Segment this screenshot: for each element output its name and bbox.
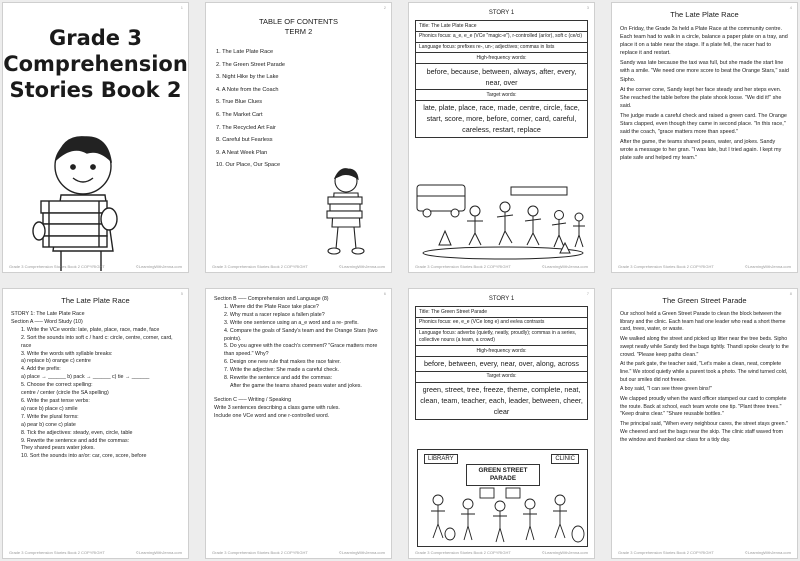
worksheet-line: 2. Sort the sounds into soft c / hard c: circle, centre, corner, card, race: [21, 334, 173, 349]
worksheet-page: [2, 288, 189, 559]
parade-crowd-drawing: [418, 486, 587, 546]
toc-title-line: TABLE OF CONTENTS: [258, 17, 339, 26]
toc-item[interactable]: 6. The Market Cart: [216, 111, 263, 118]
worksheet-line: Write 3 sentences describing a class game with rules.: [214, 404, 340, 411]
phonics-focus: Phonics focus: a_e, e_e (VCe "magic-e"), r-controlled (ar/or), soft c (ce/ci): [416, 32, 587, 43]
worksheet-line: Section B —– Comprehension and Language (8): [214, 296, 329, 302]
worksheet-line: 8. Rewrite the sentence and add the commas:: [224, 375, 333, 382]
cover-title-line: Grade 3: [49, 26, 142, 50]
page-footer: [212, 550, 385, 555]
story-title: Title: The Late Plate Race: [416, 21, 587, 32]
footer-left: Grade 3 Comprehension Stories Book 2 COPYRIGHT: [9, 264, 105, 269]
page-footer: [212, 264, 385, 269]
story-body: [620, 311, 789, 444]
footer-left: Grade 3 Comprehension Stories Book 2 COPYRIGHT: [618, 550, 714, 555]
story-paragraph: The judge made a careful check and raised a green card. The Orange Stars clapped, even though they came in second place. "In this race," said the coach, "grace matters more than speed.": [620, 112, 787, 136]
footer-left: Grade 3 Comprehension Stories Book 2 COPYRIGHT: [212, 264, 308, 269]
worksheet-line: 3. Write the words with syllable breaks:: [21, 350, 113, 357]
story-overview-page: [408, 288, 595, 559]
worksheet-line: 4. Compare the goals of Sandy's team and the Orange Stars (two points).: [224, 327, 378, 342]
toc-title-line: TERM 2: [284, 27, 313, 36]
story-paragraph: Our school held a Green Street Parade to clean the block between the library and the clinic. Each team had one leader who read a short theme card, trees, water, or waste.: [620, 311, 786, 333]
language-focus: Language focus: adverbs (quietly, neatly, proudly); commas in a series, collective nouns (a team, a crowd): [416, 329, 587, 347]
worksheet-line: centre / center (circle the SA spelling): [21, 390, 109, 397]
footer-right: ©LearningWithJenna.com: [744, 550, 791, 555]
worksheet-line: 1. Write the VCe words: late, plate, place, race, made, face: [21, 326, 160, 333]
cover-title-line: Comprehension: [3, 52, 188, 76]
worksheet-line: a) place → ______ b) pack → ______ c) tie → ______: [21, 374, 150, 381]
toc-item[interactable]: 4. A Note from the Coach: [216, 86, 279, 93]
worksheet-line: 2. Why must a racer replace a fallen plate?: [224, 311, 325, 318]
toc-title: [206, 17, 391, 37]
worksheet-line: Section C —– Writing / Speaking: [214, 396, 292, 403]
story-label: STORY 1: [488, 10, 515, 16]
story-info-table: [415, 20, 588, 138]
story-paragraph: After the game, the teams shared pears, water, and jokes. Sandy wrote a message to her gran. "I was late, but I tried again. I kept my plate safe and helped my team.": [620, 139, 782, 162]
worksheet-line: After the game the teams shared pears water and jokes.: [230, 382, 362, 389]
parade-illustration: [417, 449, 588, 547]
footer-right: ©LearningWithJenna.com: [744, 264, 791, 269]
worksheet-line: STORY 1: The Late Plate Race: [11, 311, 85, 317]
worksheet-line: a) replace b) orange c) centre: [21, 358, 91, 365]
toc-item[interactable]: 2. The Green Street Parade: [216, 61, 285, 68]
phonics-focus: Phonics focus: ee, e_e (VCe long e) and ee/ea contrasts: [416, 318, 587, 329]
story-title: Title: The Green Street Parade: [416, 307, 587, 318]
boy-reading-illustration: [314, 165, 384, 255]
section-b-c: [214, 296, 383, 421]
toc-item[interactable]: 3. Night Hike by the Lake: [216, 74, 279, 81]
worksheet-heading: The Late Plate Race: [61, 296, 130, 305]
target-words: green, street, tree, freeze, theme, complete, neat, clean, team, teacher, each, leader, between, cheer, clear: [420, 385, 583, 417]
worksheet-line: 1. Where did the Plate Race take place?: [224, 303, 319, 310]
target-words: late, plate, place, race, made, centre, circle, face, start, score, more, before, corner, card, careful, careless, restart, replace: [423, 103, 580, 135]
page-number: 4: [789, 5, 792, 10]
toc-item[interactable]: 10. Our Place, Our Space: [216, 162, 281, 169]
story-label: STORY 1: [488, 296, 515, 302]
target-words-label: Target words:: [416, 372, 587, 383]
footer-left: Grade 3 Comprehension Stories Book 2 COPYRIGHT: [415, 550, 511, 555]
cover-page: [2, 2, 189, 273]
page-footer: [618, 264, 791, 269]
story-heading: The Green Street Parade: [662, 296, 747, 305]
toc-item[interactable]: 8. Careful but Fearless: [216, 137, 273, 144]
worksheet-line: 7. Write the plural forms:: [21, 413, 79, 420]
story-paragraph: We walked along the street and picked up litter near the tree beds. Sipho swept neatly while Sandy tied the bags tightly. Thandi spoke clearly to the crowd. "Please keep paths clean.": [620, 336, 789, 358]
parade-banner: [466, 464, 540, 486]
worksheet-line: 4. Add the prefix:: [21, 366, 61, 373]
story-paragraph: On Friday, the Grade 3s held a Plate Race at the community centre. Each team had to walk in a circle, balance a paper plate on a tray, and place it on a table near the stage. If a plate fell, the racer had to replace it and restart.: [620, 26, 788, 57]
worksheet-line: 6. Design one new rule that makes the race fairer.: [224, 359, 341, 366]
footer-right: ©LearningWithJenna.com: [135, 550, 182, 555]
footer-left: Grade 3 Comprehension Stories Book 2 COPYRIGHT: [9, 550, 105, 555]
page-footer: [618, 550, 791, 555]
race-illustration: [415, 181, 590, 261]
page-number: 8: [789, 291, 792, 296]
cover-title: [3, 25, 188, 103]
page-footer: [415, 264, 588, 269]
worksheet-line: 9. Rewrite the sentence and add the commas:: [21, 437, 130, 444]
worksheet-line: 10. Sort the sounds into ar/or: car, core, score, before: [21, 453, 147, 460]
footer-right: ©LearningWithJenna.com: [541, 264, 588, 269]
target-words-label: Target words:: [416, 90, 587, 101]
page-number: 5: [180, 291, 183, 296]
hf-words-label: High-frequency words:: [416, 346, 587, 357]
toc-list: [216, 49, 391, 168]
banner-line: GREEN STREET: [478, 467, 528, 474]
toc-item[interactable]: 1. The Late Plate Race: [216, 49, 274, 55]
page-footer: [9, 550, 182, 555]
page-number: 3: [586, 5, 589, 10]
hf-words-label: High-frequency words:: [416, 53, 587, 64]
cover-title-line: Stories Book 2: [9, 78, 182, 102]
footer-left: Grade 3 Comprehension Stories Book 2 COPYRIGHT: [618, 264, 714, 269]
story-overview-page: [408, 2, 595, 273]
language-focus: Language focus: prefixes re-, un-; adjectives; commas in lists: [416, 43, 587, 54]
worksheet-line: a) pear b) cone c) plate: [21, 421, 76, 428]
footer-right: ©LearningWithJenna.com: [541, 550, 588, 555]
worksheet-line: Include one VCe word and one r-controlled word.: [214, 412, 330, 419]
worksheet-line: Section A —– Word Study (10): [11, 318, 83, 325]
worksheet-page: [205, 288, 392, 559]
story-text-page: [611, 288, 798, 559]
worksheet-line: 8. Tick the adjectives: steady, even, circle, table: [21, 429, 133, 436]
story-paragraph: A boy said, "I can see three green bins!": [620, 386, 712, 393]
story-info-table: [415, 306, 588, 420]
footer-right: ©LearningWithJenna.com: [135, 264, 182, 269]
footer-left: Grade 3 Comprehension Stories Book 2 COPYRIGHT: [212, 550, 308, 555]
page-footer: [9, 264, 182, 269]
page-footer: [415, 550, 588, 555]
section-a: [11, 311, 180, 461]
story-paragraph: At the corner cone, Sandy kept her face steady and her steps even. She reached the table before the plate shook loose. "We did it!" she said.: [620, 86, 782, 109]
banner-line: PARADE: [489, 475, 517, 482]
story-body: [620, 25, 789, 163]
story-paragraph: The principal said, "When every neighbour cares, the street stays green." We cheered and set the bags near the skip. The clinic staff waved from the window and thanked our class for a tidy day.: [620, 421, 788, 443]
clinic-sign: CLINIC: [551, 454, 579, 464]
worksheet-line: They shared pears water jokes.: [21, 445, 95, 452]
library-sign: LIBRARY: [424, 454, 458, 464]
worksheet-line: 5. Choose the correct spelling:: [21, 382, 93, 389]
worksheet-line: 6. Write the past tense verbs:: [21, 397, 90, 404]
story-paragraph: At the park gate, the teacher said, "Let's make a clean, neat, complete line." We stood quietly while a parent took a photo. The wind turned cold, but our smiles did not freeze.: [620, 361, 788, 383]
page-number: 6: [383, 291, 386, 296]
toc-item[interactable]: 7. The Recycled Art Fair: [216, 124, 276, 131]
page-number: 1: [180, 5, 183, 10]
footer-left: Grade 3 Comprehension Stories Book 2 COPYRIGHT: [415, 264, 511, 269]
story-paragraph: Sandy was late because the taxi was full, but she made the start line with a smile. "We need one more score to beat the Orange Stars," said Sipho.: [620, 60, 789, 83]
toc-item[interactable]: 9. A Neat Week Plan: [216, 149, 268, 156]
toc-item[interactable]: 5. True Blue Clues: [216, 99, 263, 106]
boy-with-books-illustration: [3, 131, 188, 271]
page-number: 2: [383, 5, 386, 10]
story-heading: The Late Plate Race: [670, 10, 739, 19]
worksheet-line: 7. Write the adjective: She made a careful check.: [224, 367, 340, 374]
page-number: 7: [586, 291, 589, 296]
worksheet-line: 5. Do you agree with the coach's comment? "Grace matters more than speed." Why?: [224, 343, 378, 358]
toc-page: [205, 2, 392, 273]
worksheet-line: a) race b) place c) smile: [21, 405, 78, 412]
footer-right: ©LearningWithJenna.com: [338, 264, 385, 269]
story-paragraph: We clapped proudly when the ward officer stamped our card to complete the route. Back at school, each team wrote one tip. "Plant three trees." "Keep drains clear." "Share reusable bottles.": [620, 396, 787, 418]
hf-words: before, between, every, near, over, along, across: [416, 357, 587, 372]
story-text-page: [611, 2, 798, 273]
hf-words: before, because, between, always, after, every, near, over: [416, 64, 587, 90]
footer-right: ©LearningWithJenna.com: [338, 550, 385, 555]
worksheet-line: 3. Write one sentence using an a_e word and a re- prefix.: [224, 319, 359, 326]
